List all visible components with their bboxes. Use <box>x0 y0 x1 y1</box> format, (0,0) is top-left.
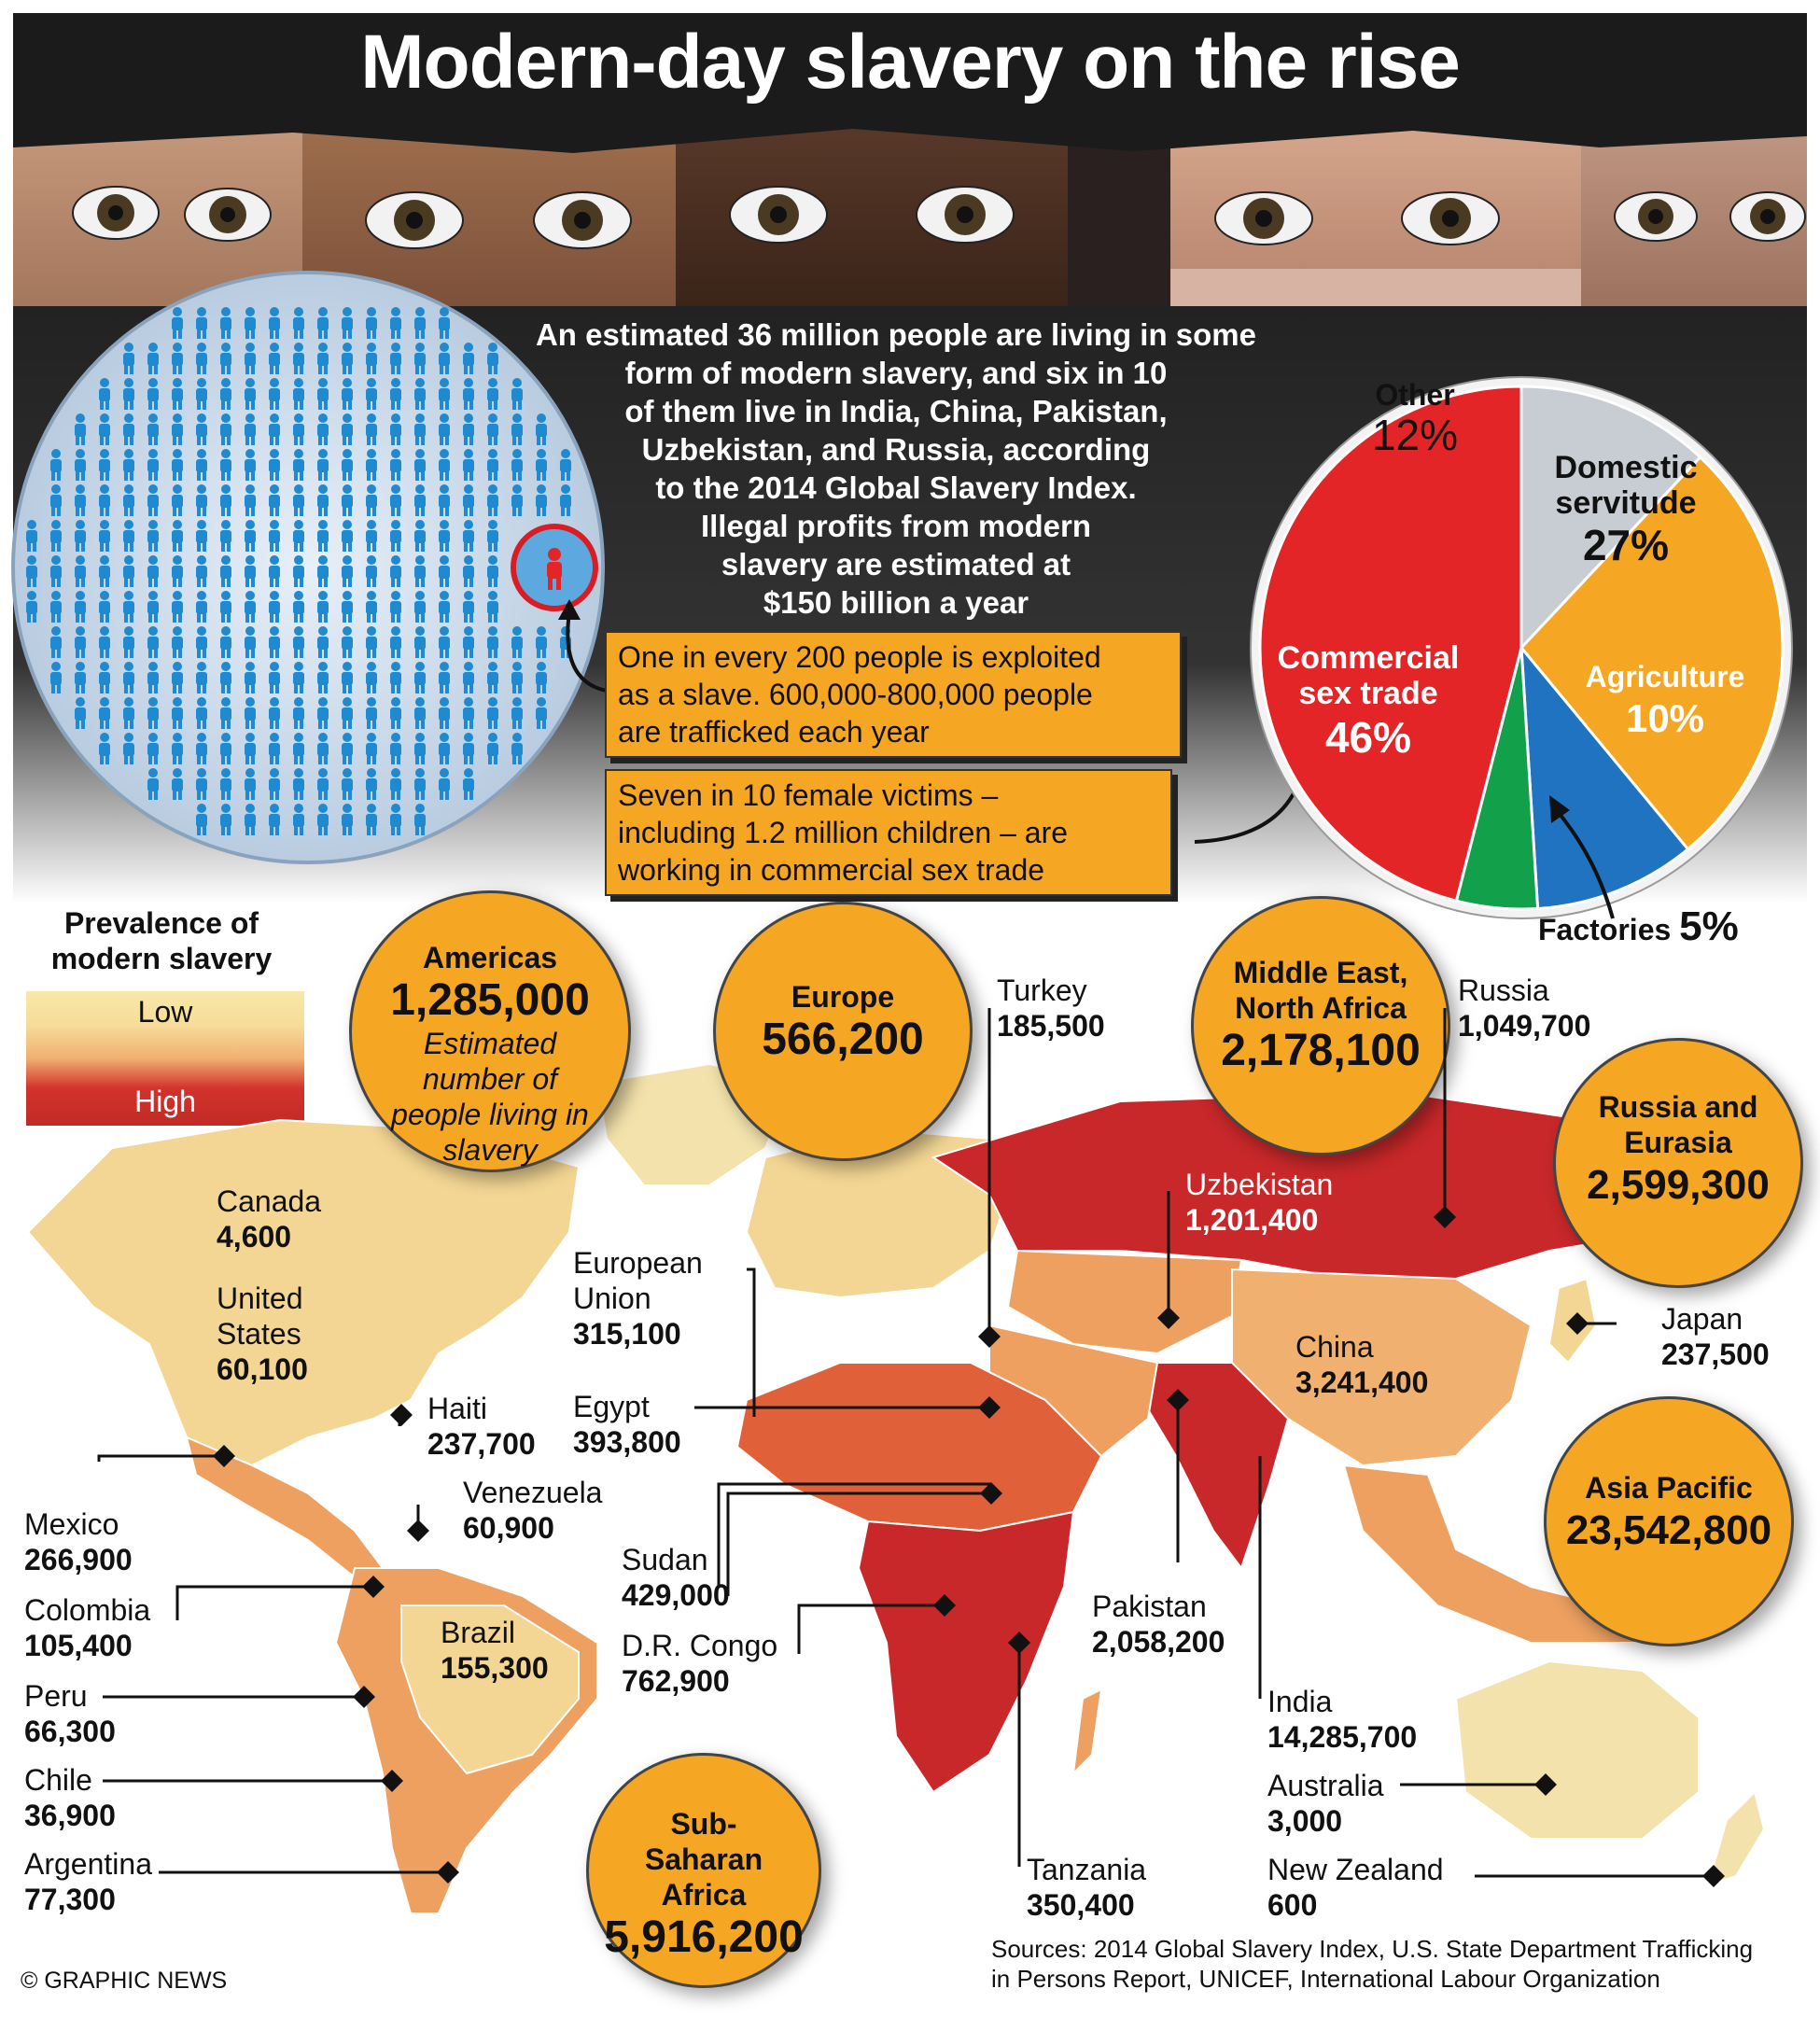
region-bubble-sub-saharan-africa: Sub-Saharan Africa 5,916,200 <box>586 1753 821 1988</box>
narrative-line: of them live in India, China, Pakistan, <box>624 394 1168 428</box>
pie-label-other: Other <box>1375 378 1455 412</box>
country-label-mexico: Mexico 266,900 <box>24 1507 133 1576</box>
country-label-peru: Peru 66,300 <box>24 1679 116 1748</box>
diamond-marker-icon <box>390 1404 413 1426</box>
pie-value-domestic: 27% <box>1582 521 1670 569</box>
narrative-line: An estimated 36 million people are living in some <box>535 317 1257 352</box>
country-label-australia: Australia 3,000 <box>1267 1769 1384 1838</box>
country-label-venezuela: Venezuela 60,900 <box>463 1476 603 1545</box>
country-label-chile: Chile 36,900 <box>24 1763 116 1832</box>
region-bubble-russia-and-eurasia: Russia and Eurasia 2,599,300 <box>1553 1038 1803 1288</box>
pie-label-agriculture: Agriculture <box>1585 660 1745 693</box>
narrative-line: Uzbekistan, and Russia, according <box>641 432 1151 467</box>
diamond-marker-icon <box>978 1325 1001 1348</box>
country-label-pakistan: Pakistan 2,058,200 <box>1092 1590 1225 1659</box>
country-label-argentina: Argentina 77,300 <box>24 1847 152 1916</box>
country-label-new-zealand: New Zealand 600 <box>1267 1853 1444 1922</box>
narrative-line: to the 2014 Global Slavery Index. <box>655 470 1137 505</box>
country-label-russia: Russia 1,049,700 <box>1458 973 1591 1043</box>
region-bubble-asia-pacific: Asia Pacific 23,542,800 <box>1544 1396 1794 1646</box>
country-label-colombia: Colombia 105,400 <box>24 1593 151 1662</box>
diamond-marker-icon <box>437 1861 459 1884</box>
country-label-turkey: Turkey 185,500 <box>997 973 1105 1043</box>
diamond-marker-icon <box>407 1520 429 1542</box>
sources-note: Sources: 2014 Global Slavery Index, U.S. State Department Trafficking in Persons Report, UNICEF, International Labour Organization <box>991 1935 1754 1993</box>
pie-value-commercial: 46% <box>1324 713 1412 762</box>
legend-title: Prevalence of modern slavery <box>50 906 273 975</box>
diamond-marker-icon <box>1157 1307 1180 1329</box>
diamond-marker-icon <box>381 1770 403 1792</box>
callout-one-in-200: One in every 200 people is exploited as a slave. 600,000-800,000 people are trafficked each year <box>605 631 1182 758</box>
country-label-uzbekistan: Uzbekistan 1,201,400 <box>1185 1168 1334 1237</box>
diamond-marker-icon <box>933 1594 956 1617</box>
region-bubble-middle-east-north-africa: Middle East, North Africa 2,178,100 <box>1191 896 1450 1156</box>
country-label-dr-congo: D.R. Congo 762,900 <box>622 1629 778 1698</box>
diamond-marker-icon <box>1566 1312 1589 1335</box>
pie-value-agriculture: 10% <box>1625 696 1705 740</box>
narrative-line: Illegal profits from modern <box>700 509 1092 543</box>
callout-seven-in-10: Seven in 10 female victims – including 1.2 million children – are working in commercial sex trade <box>605 769 1172 896</box>
diamond-marker-icon <box>1434 1206 1456 1228</box>
country-label-brazil: Brazil 155,300 <box>441 1616 549 1685</box>
country-label-canada: Canada 4,600 <box>217 1184 322 1254</box>
legend-high-label: High <box>134 1085 196 1118</box>
copyright: © GRAPHIC NEWS <box>21 1968 228 1994</box>
diamond-marker-icon <box>353 1686 375 1708</box>
country-label-european-union: European Union 315,100 <box>573 1246 703 1351</box>
country-label-haiti: Haiti 237,700 <box>427 1392 536 1461</box>
diamond-marker-icon <box>213 1445 235 1467</box>
diamond-marker-icon <box>1008 1632 1030 1654</box>
pie-label-commercial-line2: sex trade <box>1298 676 1438 711</box>
country-label-tanzania: Tanzania 350,400 <box>1027 1853 1147 1922</box>
diamond-marker-icon <box>1702 1865 1725 1887</box>
narrative-line: form of modern slavery, and six in 10 <box>624 356 1168 390</box>
pie-label-factories: Factories 5% <box>1538 903 1739 949</box>
country-label-sudan: Sudan 429,000 <box>622 1543 730 1612</box>
region-bubble-europe: Europe 566,200 <box>713 902 973 1161</box>
pie-label-commercial-line1: Commercial <box>1277 640 1460 676</box>
page-title: Modern-day slavery on the rise <box>360 20 1460 105</box>
pie-label-domestic-line1: Domestic <box>1554 450 1698 485</box>
country-label-india: India 14,285,700 <box>1267 1685 1418 1754</box>
narrative-line: slavery are estimated at <box>721 547 1071 581</box>
pie-value-other: 12% <box>1371 411 1459 459</box>
diamond-marker-icon <box>1167 1389 1189 1411</box>
diamond-marker-icon <box>1534 1773 1557 1796</box>
diamond-marker-icon <box>362 1576 385 1598</box>
country-label-japan: Japan 237,500 <box>1661 1302 1770 1371</box>
legend-low-label: Low <box>137 995 193 1029</box>
narrative-line: $150 billion a year <box>763 585 1029 620</box>
country-label-united-states: United States 60,100 <box>217 1282 308 1386</box>
diamond-marker-icon <box>980 1482 1002 1505</box>
country-label-egypt: Egypt 393,800 <box>573 1390 681 1459</box>
country-label-china: China 3,241,400 <box>1295 1330 1429 1399</box>
diamond-marker-icon <box>978 1396 1001 1419</box>
pie-label-domestic-line2: servitude <box>1555 485 1697 521</box>
region-bubble-americas: Americas 1,285,000 Estimated number of people living in slavery <box>349 890 631 1172</box>
